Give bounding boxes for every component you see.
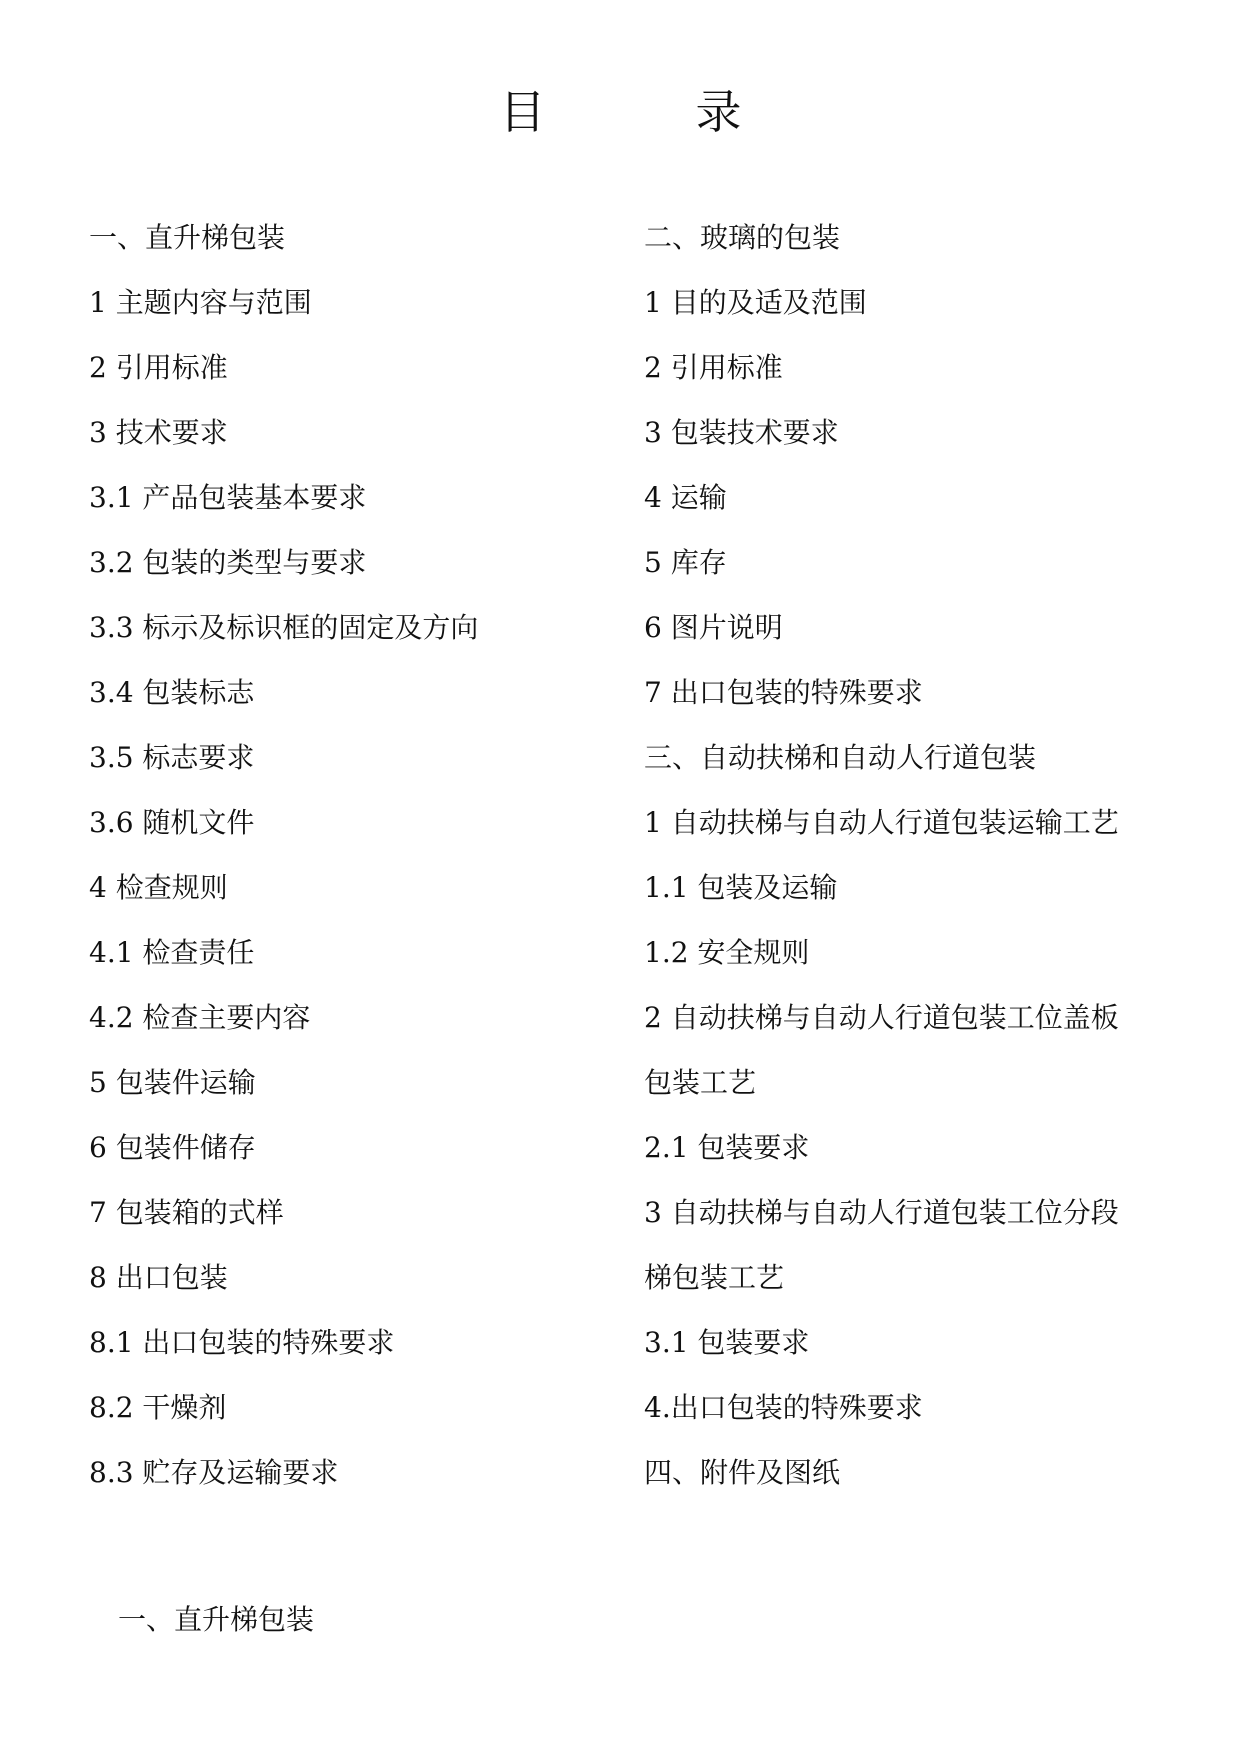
- section-heading: 一、直升梯包装: [118, 1603, 315, 1636]
- toc-entry: 8.3 贮存及运输要求: [89, 1456, 339, 1489]
- toc-entry: 8 出口包装: [89, 1261, 228, 1294]
- toc-entry: 3.6 随机文件: [89, 806, 255, 839]
- toc-title: 目 录: [499, 85, 794, 139]
- toc-entry: 2 引用标准: [89, 351, 228, 384]
- toc-column-left: [89, 221, 609, 1524]
- toc-entry: 一、直升梯包装: [89, 221, 286, 254]
- toc-entry: 4.出口包装的特殊要求: [644, 1391, 923, 1424]
- toc-entry: 2.1 包装要求: [644, 1131, 810, 1164]
- toc-entry: 3.1 产品包装基本要求: [89, 481, 367, 514]
- toc-entry: 4 检查规则: [89, 871, 228, 904]
- toc-entry: 6 图片说明: [644, 611, 783, 644]
- toc-entry: 7 出口包装的特殊要求: [644, 676, 923, 709]
- toc-entry: 2 自动扶梯与自动人行道包装工位盖板: [644, 1001, 1119, 1034]
- toc-entry: 3.2 包装的类型与要求: [89, 546, 367, 579]
- toc-entry: 4 运输: [644, 481, 727, 514]
- toc-entry: 3.3 标示及标识框的固定及方向: [89, 611, 479, 644]
- toc-entry: 3.5 标志要求: [89, 741, 255, 774]
- toc-entry: 三、自动扶梯和自动人行道包装: [644, 741, 1037, 774]
- toc-entry: 1 目的及适及范围: [644, 286, 867, 319]
- toc-entry: 4.1 检查责任: [89, 936, 255, 969]
- toc-entry: 包装工艺: [644, 1066, 757, 1099]
- toc-entry: 二、玻璃的包装: [644, 221, 841, 254]
- toc-entry: 5 包装件运输: [89, 1066, 256, 1099]
- toc-entry: 3 技术要求: [89, 416, 228, 449]
- toc-entry: 6 包装件储存: [89, 1131, 256, 1164]
- toc-column-right: [644, 221, 1164, 1524]
- toc-entry: 3 自动扶梯与自动人行道包装工位分段: [644, 1196, 1119, 1229]
- toc-entry: 四、附件及图纸: [644, 1456, 841, 1489]
- toc-entry: 5 库存: [644, 546, 727, 579]
- toc-entry: 7 包装箱的式样: [89, 1196, 284, 1229]
- toc-entry: 3.1 包装要求: [644, 1326, 810, 1359]
- toc-entry: 1.1 包装及运输: [644, 871, 838, 904]
- toc-entry: 1.2 安全规则: [644, 936, 810, 969]
- toc-entry: 1 主题内容与范围: [89, 286, 312, 319]
- toc-entry: 2 引用标准: [644, 351, 783, 384]
- toc-entry: 3.4 包装标志: [89, 676, 255, 709]
- toc-entry: 1 自动扶梯与自动人行道包装运输工艺: [644, 806, 1119, 839]
- toc-entry: 8.1 出口包装的特殊要求: [89, 1326, 395, 1359]
- toc-entry: 8.2 干燥剂: [89, 1391, 227, 1424]
- toc-entry: 4.2 检查主要内容: [89, 1001, 311, 1034]
- toc-entry: 3 包装技术要求: [644, 416, 839, 449]
- toc-entry: 梯包装工艺: [644, 1261, 785, 1294]
